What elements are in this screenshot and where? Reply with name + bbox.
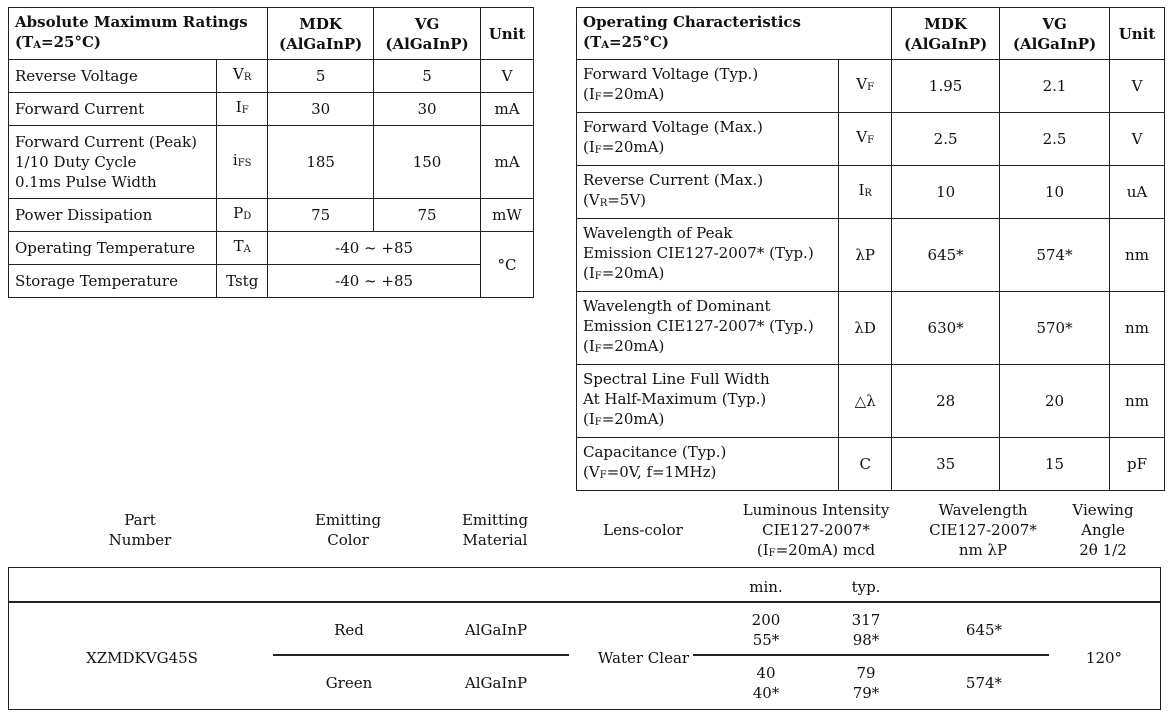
unit: V xyxy=(481,60,534,93)
param-name: Capacitance (Typ.) (VF=0V, f=1MHz) xyxy=(577,438,839,491)
table-row xyxy=(577,113,1165,166)
unit: pF xyxy=(1110,438,1165,491)
param-name: Forward Voltage (Typ.) (IF=20mA) xyxy=(577,60,839,113)
table-row xyxy=(577,292,1165,365)
header-divider xyxy=(9,601,1160,603)
col-lens-color: Lens-color xyxy=(603,521,683,539)
vg-value: 75 xyxy=(374,199,481,232)
mdk-value: 630* xyxy=(892,292,1000,365)
unit: nm xyxy=(1110,219,1165,292)
vg-value: 570* xyxy=(1000,292,1110,365)
mdk-value: 185 xyxy=(268,126,374,199)
col-emitting-color: Emitting Color xyxy=(314,511,382,549)
unit: uA xyxy=(1110,166,1165,219)
mdk-value: 35 xyxy=(892,438,1000,491)
mdk-value: 75 xyxy=(268,199,374,232)
table-row xyxy=(9,232,534,265)
unit: V xyxy=(1110,113,1165,166)
oc-title: Operating Characteristics xyxy=(583,12,802,31)
typ-label: typ. xyxy=(851,578,881,596)
vg-value: 20 xyxy=(1000,365,1110,438)
emitting-color: Red xyxy=(334,621,364,639)
param-name: Wavelength of Peak Emission CIE127-2007* (Typ.) (IF=20mA) xyxy=(577,219,839,292)
param-name: Forward Voltage (Max.) (IF=20mA) xyxy=(577,113,839,166)
mdk-value: 30 xyxy=(268,93,374,126)
row-divider-right xyxy=(693,654,1049,656)
vg-value: 2.5 xyxy=(1000,113,1110,166)
part-number: XZMDKVG45S xyxy=(86,649,198,667)
param-name: Storage Temperature xyxy=(9,265,217,298)
typ-intensity: 317 98* xyxy=(851,611,881,649)
temperature-unit: °C xyxy=(481,232,534,298)
symbol: TA xyxy=(217,232,268,265)
min-intensity: 40 40* xyxy=(752,664,780,702)
table-row xyxy=(9,265,534,298)
symbol: λD xyxy=(839,292,892,365)
table-row xyxy=(577,219,1165,292)
param-name: Forward Current xyxy=(9,93,217,126)
table-row xyxy=(577,365,1165,438)
table-row xyxy=(9,93,534,126)
symbol: λP xyxy=(839,219,892,292)
part-selection-table xyxy=(8,567,1161,710)
param-name: Forward Current (Peak) 1/10 Duty Cycle 0.1ms Pulse Width xyxy=(9,126,217,199)
temperature-range: -40 ~ +85 xyxy=(268,232,481,265)
oc-col-vg: VG (AlGaInP) xyxy=(1000,8,1110,60)
col-viewing-angle: Viewing Angle 2θ 1/2 xyxy=(1072,501,1134,559)
symbol: VF xyxy=(839,113,892,166)
operating-characteristics-table xyxy=(576,7,1165,491)
oc-col-mdk: MDK (AlGaInP) xyxy=(892,8,1000,60)
amr-condition: (TA=25°C) xyxy=(15,32,102,51)
symbol: IF xyxy=(217,93,268,126)
viewing-angle: 120° xyxy=(1085,649,1123,667)
min-label: min. xyxy=(749,578,783,596)
symbol: △λ xyxy=(839,365,892,438)
mdk-value: 645* xyxy=(892,219,1000,292)
mdk-value: 2.5 xyxy=(892,113,1000,166)
amr-col-mdk: MDK (AlGaInP) xyxy=(268,8,374,60)
oc-col-unit: Unit xyxy=(1110,8,1165,60)
table-row xyxy=(577,438,1165,491)
symbol: IR xyxy=(839,166,892,219)
temperature-range: -40 ~ +85 xyxy=(268,265,481,298)
mdk-value: 5 xyxy=(268,60,374,93)
amr-col-unit: Unit xyxy=(481,8,534,60)
param-name: Power Dissipation xyxy=(9,199,217,232)
unit: mA xyxy=(481,126,534,199)
unit: mA xyxy=(481,93,534,126)
amr-col-vg: VG (AlGaInP) xyxy=(374,8,481,60)
emitting-material: AlGaInP xyxy=(464,621,528,639)
amr-title-cell xyxy=(9,8,268,60)
symbol: iFS xyxy=(217,126,268,199)
col-emitting-material: Emitting Material xyxy=(461,511,529,549)
typ-intensity: 79 79* xyxy=(852,664,880,702)
table-row xyxy=(577,166,1165,219)
table-row xyxy=(9,199,534,232)
vg-value: 2.1 xyxy=(1000,60,1110,113)
absolute-maximum-ratings-table xyxy=(8,7,534,298)
table-row xyxy=(577,60,1165,113)
unit: nm xyxy=(1110,365,1165,438)
param-name: Spectral Line Full Width At Half-Maximum (Typ.) (IF=20mA) xyxy=(577,365,839,438)
col-wavelength: Wavelength CIE127-2007* nm λP xyxy=(929,501,1037,559)
table-row xyxy=(9,60,534,93)
mdk-value: 10 xyxy=(892,166,1000,219)
oc-condition: (TA=25°C) xyxy=(583,32,670,51)
wavelength-value: 645* xyxy=(965,621,1003,639)
vg-value: 574* xyxy=(1000,219,1110,292)
symbol: Tstg xyxy=(217,265,268,298)
col-luminous-intensity: Luminous Intensity CIE127-2007* (IF=20mA) mcd xyxy=(742,501,890,559)
symbol: VF xyxy=(839,60,892,113)
vg-value: 10 xyxy=(1000,166,1110,219)
vg-value: 30 xyxy=(374,93,481,126)
unit: nm xyxy=(1110,292,1165,365)
amr-title: Absolute Maximum Ratings xyxy=(15,12,248,31)
min-intensity: 200 55* xyxy=(751,611,781,649)
unit: V xyxy=(1110,60,1165,113)
vg-value: 15 xyxy=(1000,438,1110,491)
emitting-color: Green xyxy=(325,674,373,692)
param-name: Reverse Voltage xyxy=(9,60,217,93)
oc-title-cell xyxy=(577,8,892,60)
symbol: C xyxy=(839,438,892,491)
vg-value: 150 xyxy=(374,126,481,199)
mdk-value: 28 xyxy=(892,365,1000,438)
table-row xyxy=(9,126,534,199)
param-name: Operating Temperature xyxy=(9,232,217,265)
mdk-value: 1.95 xyxy=(892,60,1000,113)
vg-value: 5 xyxy=(374,60,481,93)
symbol: PD xyxy=(217,199,268,232)
col-part-number: Part Number xyxy=(108,511,172,549)
lens-color: Water Clear xyxy=(597,649,690,667)
param-name: Wavelength of Dominant Emission CIE127-2007* (Typ.) (IF=20mA) xyxy=(577,292,839,365)
row-divider-left xyxy=(273,654,569,656)
wavelength-value: 574* xyxy=(965,674,1003,692)
part-selection-header xyxy=(8,500,1166,562)
unit: mW xyxy=(481,199,534,232)
param-name: Reverse Current (Max.) (VR=5V) xyxy=(577,166,839,219)
emitting-material: AlGaInP xyxy=(464,674,528,692)
symbol: VR xyxy=(217,60,268,93)
